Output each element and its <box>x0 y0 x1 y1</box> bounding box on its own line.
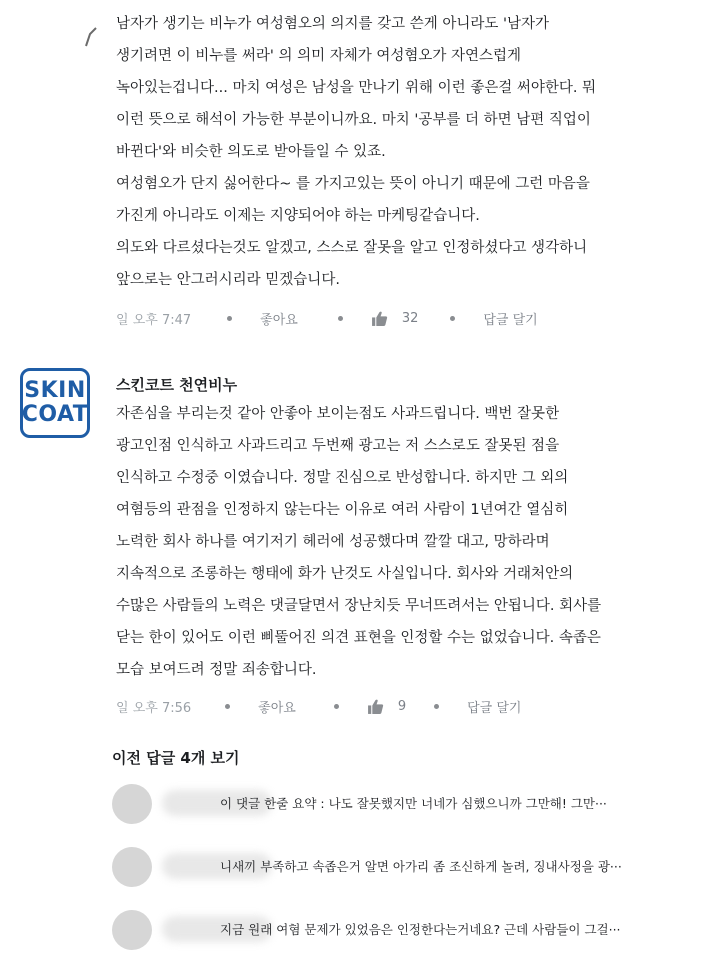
comment-line: 가진게 아니라도 이제는 지양되어야 하는 마케팅같습니다. <box>116 208 480 224</box>
comment-line: 이런 뜻으로 해석이 가능한 부분이니까요. 마치 '공부를 더 하면 남편 직업이 <box>116 112 591 128</box>
comment-text <box>116 398 686 686</box>
like-button[interactable]: 좋아요 <box>258 700 296 716</box>
avatar-partial-icon[interactable] <box>84 26 98 48</box>
comment-line: 의도와 다르셨다는것도 알겠고, 스스로 잘못을 알고 인정하셨다고 생각하니 <box>116 240 588 256</box>
like-count[interactable]: 9 <box>397 698 407 714</box>
comment-line: 광고인점 인식하고 사과드리고 두번째 광고는 저 스스로도 잘못된 점을 <box>116 438 560 454</box>
thumbs-up-icon <box>371 310 388 327</box>
separator-dot <box>225 704 230 709</box>
avatar[interactable] <box>112 847 152 887</box>
comment-line: 앞으로는 안그러시리라 믿겠습니다. <box>116 272 340 288</box>
comment-line: 수많은 사람들의 노력은 댓글달면서 장난치듯 무너뜨려서는 안됩니다. 회사를 <box>116 598 602 614</box>
comment-line: 지속적으로 조롱하는 행태에 화가 난것도 사실입니다. 회사와 거래처안의 <box>116 566 574 582</box>
avatar[interactable] <box>112 784 152 824</box>
comment-line: 자존심을 부리는것 같아 안좋아 보이는점도 사과드립니다. 백번 잘못한 <box>116 406 560 422</box>
logo-text: SKIN <box>24 378 86 403</box>
view-previous-replies-link[interactable]: 이전 답글 4개 보기 <box>112 749 240 767</box>
comment-timestamp[interactable]: 일 오후 7:56 <box>116 700 192 716</box>
comment-line: 인식하고 수정중 이였습니다. 정말 진심으로 반성합니다. 하지만 그 외의 <box>116 470 569 486</box>
separator-dot <box>338 316 343 321</box>
logo-text: COAT <box>21 402 89 427</box>
comment-line: 바뀐다'와 비슷한 의도로 받아들일 수 있죠. <box>116 144 386 160</box>
skincoat-logo-avatar[interactable] <box>20 368 90 438</box>
reply-text[interactable]: 니새끼 부족하고 속좁은거 알면 아가리 좀 조신하게 놀려, 징내사정을 광··· <box>220 859 622 874</box>
separator-dot <box>334 704 339 709</box>
comment-author-name[interactable]: 스킨코트 천연비누 <box>116 376 238 394</box>
comment-line: 생기려면 이 비누를 써라' 의 의미 자체가 여성혐오가 자연스럽게 <box>116 48 522 64</box>
reply-text[interactable]: 이 댓글 한줄 요약 : 나도 잘못했지만 너네가 심했으니까 그만해! 그만··· <box>220 796 607 811</box>
comment-line: 남자가 생기는 비누가 여성혐오의 의지를 갖고 쓴게 아니라도 '남자가 <box>116 16 550 32</box>
comment-line: 노력한 회사 하나를 여기저기 헤러에 성공했다며 깔깔 대고, 망하라며 <box>116 534 550 550</box>
separator-dot <box>434 704 439 709</box>
comment-timestamp[interactable]: 일 오후 7:47 <box>116 312 192 328</box>
like-count[interactable]: 32 <box>401 310 419 326</box>
reply-item <box>112 910 712 954</box>
like-button[interactable]: 좋아요 <box>260 312 298 328</box>
comment-line: 닫는 한이 있어도 이런 삐뚤어진 의견 표현을 인정할 수는 없었습니다. 속좁은 <box>116 630 601 646</box>
comment-meta <box>116 694 521 718</box>
separator-dot <box>227 316 232 321</box>
reply-item <box>112 784 712 828</box>
comment-line: 모습 보여드려 정말 죄송합니다. <box>116 662 317 678</box>
reply-text[interactable]: 지금 원래 여혐 문제가 있었음은 인정한다는거네요? 근데 사람들이 그걸··· <box>220 922 621 937</box>
reply-button[interactable]: 답글 달기 <box>483 312 538 328</box>
reply-item <box>112 847 712 891</box>
comment-text <box>116 8 686 296</box>
comment-meta <box>116 306 538 330</box>
comment-line: 녹아있는겁니다... 마치 여성은 남성을 만나기 위해 이런 좋은걸 써야한다. 뭐 <box>116 80 597 96</box>
avatar[interactable] <box>112 910 152 950</box>
reply-button[interactable]: 답글 달기 <box>467 700 522 716</box>
separator-dot <box>450 316 455 321</box>
comment-line: 여혐등의 관점을 인정하지 않는다는 이유로 여러 사람이 1년여간 열심히 <box>116 502 569 518</box>
comment-line: 여성혐오가 단지 싫어한다~ 를 가지고있는 뜻이 아니기 때문에 그런 마음을 <box>116 176 590 192</box>
thumbs-up-icon <box>367 698 384 715</box>
